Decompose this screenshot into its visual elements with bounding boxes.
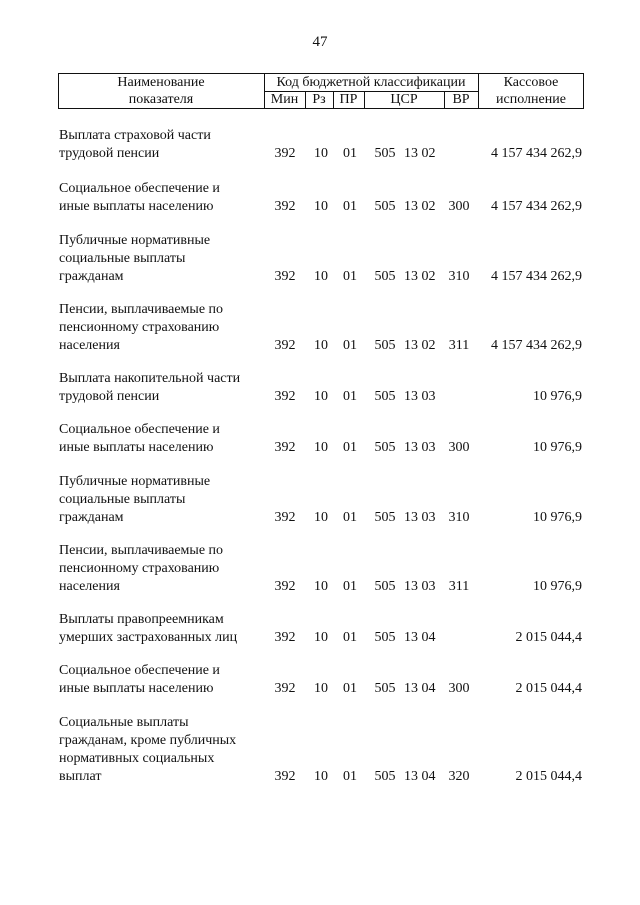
row-rz: 10: [314, 440, 328, 455]
table-row: [0, 301, 640, 355]
row-amount: 2 015 044,4: [515, 630, 582, 645]
header-name-line1: Наименование: [117, 75, 205, 90]
row-amount: 10 976,9: [533, 510, 582, 525]
page-number: 47: [312, 34, 328, 50]
row-csr-suffix: 13 02: [404, 199, 436, 214]
table-row: [0, 611, 640, 647]
row-vr: 310: [448, 510, 470, 525]
row-name: Публичные нормативные социальные выплаты гражданам: [59, 233, 211, 284]
row-min: 392: [274, 510, 296, 525]
row-min: 392: [274, 681, 296, 696]
row-csr-prefix: 505: [374, 440, 396, 455]
row-amount: 10 976,9: [533, 389, 582, 404]
table-row: [0, 473, 640, 527]
row-csr-suffix: 13 03: [404, 510, 436, 525]
row-min: 392: [274, 579, 296, 594]
row-pr: 01: [343, 630, 357, 645]
row-vr: 300: [448, 440, 470, 455]
row-rz: 10: [314, 199, 328, 214]
row-pr: 01: [343, 146, 357, 161]
header-col-csr: ЦСР: [390, 92, 418, 107]
row-csr-prefix: 505: [374, 338, 396, 353]
row-csr-suffix: 13 04: [404, 681, 436, 696]
row-min: 392: [274, 769, 296, 784]
row-csr-prefix: 505: [374, 510, 396, 525]
table-row: [0, 370, 640, 406]
row-vr: 310: [448, 269, 470, 284]
row-name: Выплата накопительной части трудовой пенсии: [59, 371, 241, 404]
header-bottom-border: [58, 108, 584, 109]
row-amount: 2 015 044,4: [515, 769, 582, 784]
row-amount: 4 157 434 262,9: [491, 269, 582, 284]
row-rz: 10: [314, 579, 328, 594]
row-min: 392: [274, 630, 296, 645]
row-csr-prefix: 505: [374, 269, 396, 284]
header-name-line2: показателя: [128, 92, 194, 107]
row-vr: 320: [448, 769, 470, 784]
row-min: 392: [274, 199, 296, 214]
row-min: 392: [274, 440, 296, 455]
row-csr-suffix: 13 03: [404, 389, 436, 404]
row-csr-prefix: 505: [374, 199, 396, 214]
table-row: [0, 180, 640, 216]
table-row: [0, 127, 640, 163]
table-row: [0, 662, 640, 698]
row-csr-suffix: 13 04: [404, 769, 436, 784]
row-csr-prefix: 505: [374, 681, 396, 696]
row-csr-prefix: 505: [374, 579, 396, 594]
table-row: [0, 421, 640, 457]
row-rz: 10: [314, 630, 328, 645]
row-rz: 10: [314, 389, 328, 404]
row-rz: 10: [314, 146, 328, 161]
header-col-pr: ПР: [339, 92, 358, 107]
row-name: Публичные нормативные социальные выплаты гражданам: [59, 474, 211, 525]
row-amount: 10 976,9: [533, 579, 582, 594]
row-name: Социальное обеспечение и иные выплаты населению: [59, 181, 220, 214]
row-csr-prefix: 505: [374, 630, 396, 645]
row-csr-suffix: 13 04: [404, 630, 436, 645]
row-csr-suffix: 13 02: [404, 269, 436, 284]
row-csr-prefix: 505: [374, 769, 396, 784]
header-col-rz: Рз: [312, 92, 326, 107]
row-pr: 01: [343, 579, 357, 594]
row-amount: 4 157 434 262,9: [491, 199, 582, 214]
row-name: Социальное обеспечение и иные выплаты населению: [59, 422, 220, 455]
row-min: 392: [274, 338, 296, 353]
row-csr-prefix: 505: [374, 146, 396, 161]
header-exec-line1: Кассовое: [503, 75, 559, 90]
row-name: Пенсии, выплачиваемые по пенсионному страхованию населения: [59, 302, 224, 353]
table-header: [58, 73, 584, 109]
header-exec-line2: исполнение: [496, 92, 566, 107]
row-amount: 4 157 434 262,9: [491, 146, 582, 161]
row-pr: 01: [343, 389, 357, 404]
table-row: [0, 542, 640, 596]
table-row: [0, 714, 640, 786]
row-name: Социальное обеспечение и иные выплаты населению: [59, 663, 220, 696]
row-vr: 311: [448, 338, 470, 353]
row-vr: 300: [448, 199, 470, 214]
row-vr: 311: [448, 579, 470, 594]
row-csr-prefix: 505: [374, 389, 396, 404]
row-csr-suffix: 13 03: [404, 440, 436, 455]
row-csr-suffix: 13 02: [404, 338, 436, 353]
row-vr: 300: [448, 681, 470, 696]
row-pr: 01: [343, 681, 357, 696]
row-amount: 10 976,9: [533, 440, 582, 455]
row-pr: 01: [343, 510, 357, 525]
row-amount: 4 157 434 262,9: [491, 338, 582, 353]
row-rz: 10: [314, 269, 328, 284]
row-min: 392: [274, 269, 296, 284]
row-pr: 01: [343, 769, 357, 784]
row-pr: 01: [343, 440, 357, 455]
row-pr: 01: [343, 338, 357, 353]
table-row: [0, 232, 640, 286]
header-col-vr: ВР: [452, 92, 470, 107]
row-pr: 01: [343, 269, 357, 284]
row-name: Выплаты правопреемникам умерших застрахованных лиц: [59, 612, 238, 645]
row-csr-suffix: 13 02: [404, 146, 436, 161]
row-name: Выплата страховой части трудовой пенсии: [59, 128, 211, 161]
row-name: Социальные выплаты гражданам, кроме публичных нормативных социальных выплат: [59, 715, 237, 784]
row-rz: 10: [314, 338, 328, 353]
row-rz: 10: [314, 510, 328, 525]
row-amount: 2 015 044,4: [515, 681, 582, 696]
row-pr: 01: [343, 199, 357, 214]
row-csr-suffix: 13 03: [404, 579, 436, 594]
row-name: Пенсии, выплачиваемые по пенсионному страхованию населения: [59, 543, 224, 594]
row-min: 392: [274, 146, 296, 161]
row-rz: 10: [314, 769, 328, 784]
header-col-min: Мин: [270, 92, 299, 107]
row-min: 392: [274, 389, 296, 404]
header-code-title: Код бюджетной классификации: [276, 75, 466, 90]
row-rz: 10: [314, 681, 328, 696]
